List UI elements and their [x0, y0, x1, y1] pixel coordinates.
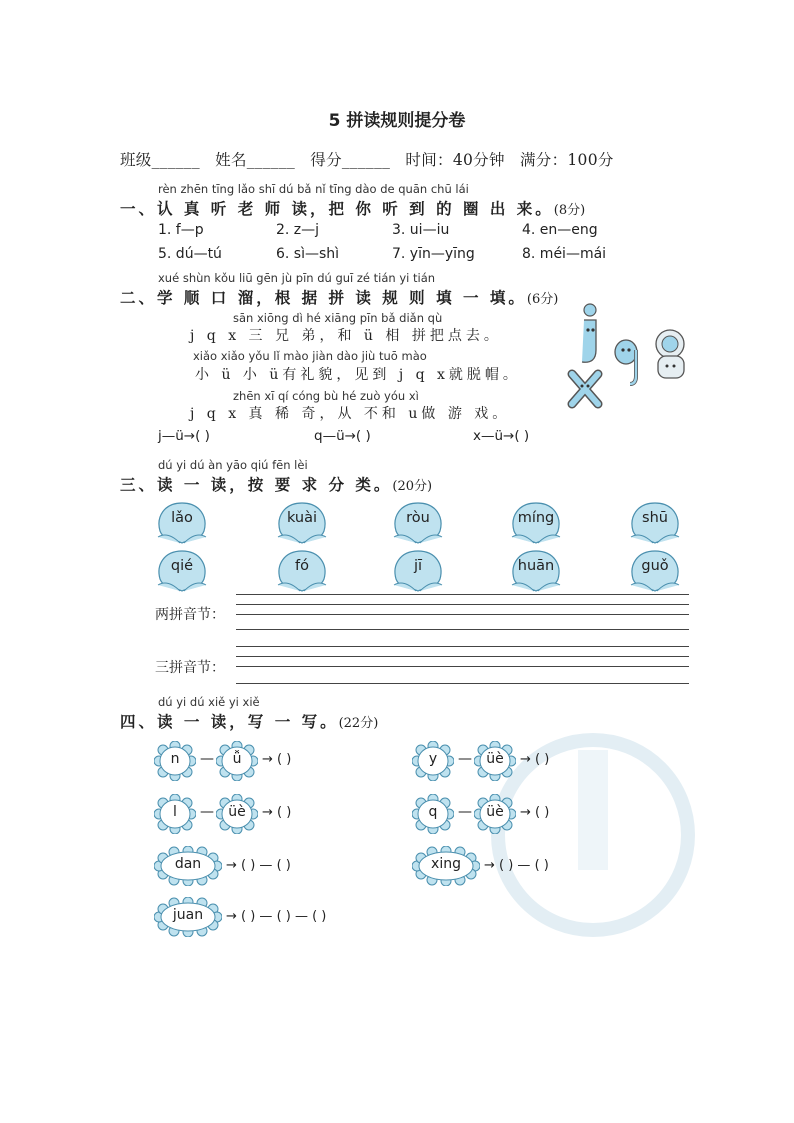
peach-syllable[interactable]: [506, 499, 566, 545]
peach-syllable[interactable]: [152, 499, 212, 545]
s1-item-6[interactable]: 6. sì—shì: [276, 246, 340, 262]
peach-syllable[interactable]: [625, 499, 685, 545]
peach-syllable[interactable]: [152, 547, 212, 593]
poem-line1: j q x 三 兄 弟，和 ü 相 拼把点去。: [190, 328, 502, 344]
peach-syllable[interactable]: [506, 547, 566, 593]
writing-line[interactable]: [236, 594, 689, 595]
writing-line[interactable]: [236, 614, 689, 615]
dash: —: [458, 751, 472, 767]
peach-text: míng: [517, 510, 555, 526]
initial-q: q: [428, 804, 438, 820]
answer-blank[interactable]: → ( ) — ( ): [226, 858, 291, 873]
poem-line3: j q x 真 稀 奇，从 不和 u做 游 戏。: [190, 406, 511, 422]
answer-blank[interactable]: → ( ) — ( ) — ( ): [226, 909, 327, 924]
answer-blank[interactable]: → ( ): [262, 805, 292, 820]
peach-text: fó: [295, 558, 309, 574]
section2-pinyin: xué shùn kǒu liū gēn jù pīn dú guī zé tián yi tián: [158, 271, 436, 285]
peach-text: kuài: [286, 510, 318, 526]
section4-heading: [120, 710, 378, 732]
s1-item-3[interactable]: 3. ui—iu: [392, 222, 450, 238]
initial-n: n: [170, 751, 180, 767]
cartoon-x: [572, 374, 598, 404]
answer-blank[interactable]: → ( ): [262, 752, 292, 767]
name-field[interactable]: 姓名______: [215, 151, 296, 169]
poem-line3-pinyin: zhēn xī qí cóng bù hé zuò yóu xì: [233, 389, 419, 403]
s1-item-2[interactable]: 2. z—j: [276, 222, 320, 238]
section2-title: 二、学 顺 口 溜，根 据 拼 读 规 则 填 一 填。: [120, 288, 527, 307]
cartoon-j: [576, 304, 596, 362]
section3-title: 三、读 一 读，按 要 求 分 类。: [120, 475, 393, 494]
dash: —: [458, 804, 472, 820]
score-field[interactable]: 得分______: [310, 151, 391, 169]
final-ue: üè: [486, 751, 504, 767]
word-dan: dan: [174, 856, 202, 872]
cartoon-q: [615, 340, 637, 384]
final-ue: üè: [486, 804, 504, 820]
peach-syllable[interactable]: [272, 547, 332, 593]
fill-q[interactable]: q—ü→( ): [314, 428, 371, 444]
section3-pinyin: dú yi dú àn yāo qiú fēn lèi: [158, 458, 308, 472]
initial-y: y: [428, 751, 438, 767]
fill-x[interactable]: x—ü→( ): [473, 428, 530, 444]
word-juan: juan: [172, 907, 204, 923]
section1-points: (8分): [553, 203, 586, 218]
peach-syllable[interactable]: [625, 547, 685, 593]
time-limit: 时间：40分钟: [405, 151, 505, 169]
initial-l: l: [173, 804, 177, 820]
section2-heading: [120, 286, 558, 308]
writing-line[interactable]: [236, 629, 689, 630]
peach-syllable[interactable]: [272, 499, 332, 545]
poem-line2-pinyin: xiǎo xiǎo yǒu lǐ mào jiàn dào jiù tuō mào: [193, 349, 427, 363]
page-title: 5 拼读规则提分卷: [328, 111, 466, 131]
student-info: [120, 148, 624, 170]
section1-pinyin: rèn zhēn tīng lǎo shī dú bǎ nǐ tīng dào de quān chū lái: [158, 182, 469, 196]
s1-item-7[interactable]: 7. yīn—yīng: [392, 246, 475, 262]
fill-j[interactable]: j—ü→( ): [158, 428, 210, 444]
dash: —: [200, 804, 214, 820]
section4-points: (22分): [338, 716, 379, 731]
peach-text: ròu: [406, 510, 430, 526]
final-u: ǚ: [232, 751, 242, 767]
peach-text: huān: [517, 558, 555, 574]
section1-heading: [120, 197, 585, 219]
three-syllable-label: 三拼音节：: [155, 660, 225, 676]
writing-line[interactable]: [236, 604, 689, 605]
writing-line[interactable]: [236, 666, 689, 667]
s1-item-8[interactable]: 8. méi—mái: [522, 246, 607, 262]
answer-blank[interactable]: → ( ): [520, 752, 550, 767]
section3-points: (20分): [392, 479, 433, 494]
class-field[interactable]: 班级______: [120, 151, 200, 169]
answer-blank[interactable]: → ( ): [520, 805, 550, 820]
dash: —: [200, 751, 214, 767]
poem-line2: 小 ü 小 ü有礼貌，见到 j q x就脱帽。: [195, 367, 521, 383]
s1-item-5[interactable]: 5. dú—tú: [158, 246, 222, 262]
section4-title: 四、读 一 读，写 一 写。: [120, 712, 339, 731]
section2-points: (6分): [526, 292, 559, 307]
peach-syllable[interactable]: [388, 547, 448, 593]
writing-line[interactable]: [236, 683, 689, 684]
writing-line[interactable]: [236, 656, 689, 657]
peach-text: guǒ: [641, 558, 669, 574]
peach-text: jī: [413, 558, 423, 574]
peach-text: qié: [170, 558, 194, 574]
two-syllable-label: 两拼音节：: [155, 607, 225, 623]
word-xing: xing: [431, 856, 461, 872]
s1-item-1[interactable]: 1. f—p: [158, 222, 204, 238]
jqx-cartoon-illustration: [566, 300, 702, 412]
poem-line1-pinyin: sān xiōng dì hé xiāng pīn bǎ diǎn qù: [233, 311, 443, 325]
section4-pinyin: dú yi dú xiě yi xiě: [158, 695, 260, 709]
peach-syllable[interactable]: [388, 499, 448, 545]
writing-line[interactable]: [236, 646, 689, 647]
full-score: 满分：100分: [519, 151, 614, 169]
peach-text: lǎo: [171, 510, 193, 526]
section1-title: 一、认 真 听 老 师 读，把 你 听 到 的 圈 出 来。: [120, 199, 554, 218]
section3-heading: [120, 473, 432, 495]
final-ue: üè: [228, 804, 246, 820]
answer-blank[interactable]: → ( ) — ( ): [484, 858, 549, 873]
peach-text: shū: [642, 510, 668, 526]
cartoon-j-letter: j: [577, 347, 578, 348]
s1-item-4[interactable]: 4. en—eng: [522, 222, 598, 238]
cartoon-u-astronaut: [656, 330, 684, 378]
